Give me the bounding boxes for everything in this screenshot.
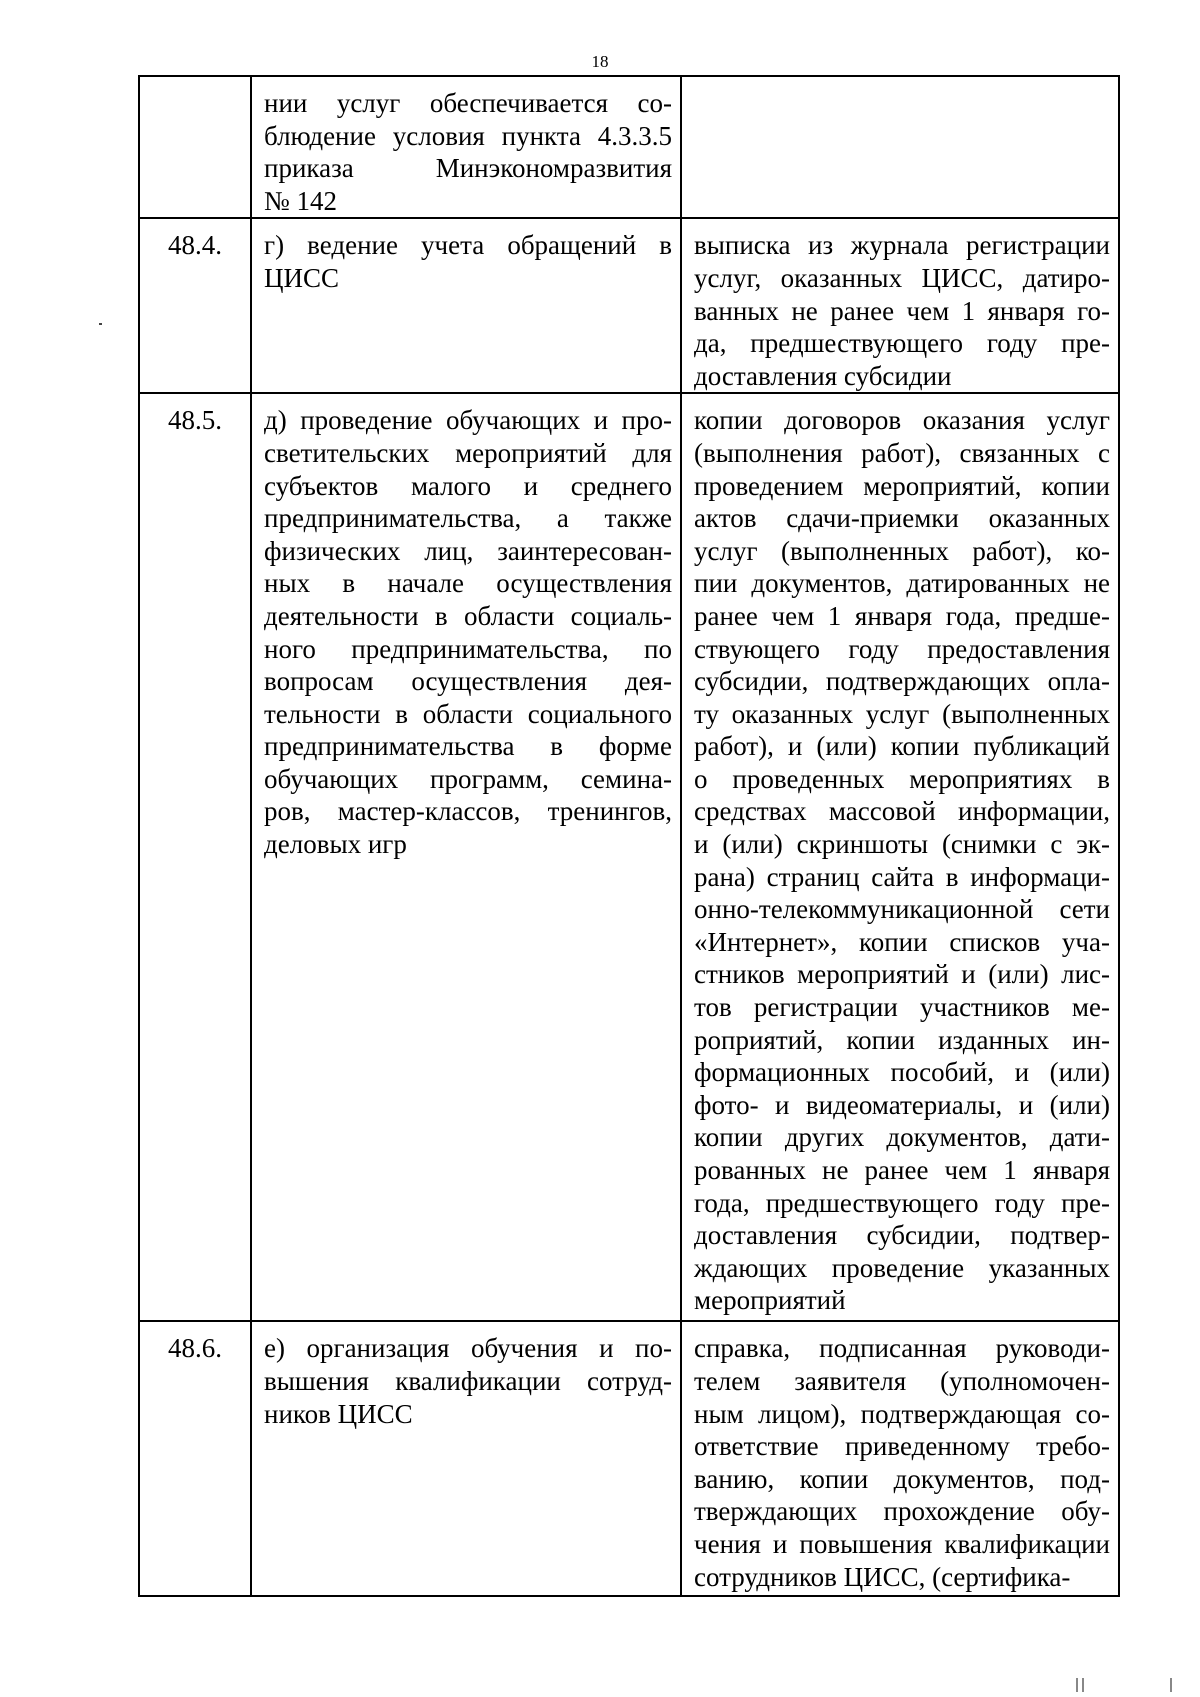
text-line: предпринимательства, а также — [264, 503, 672, 534]
requirements-table — [138, 75, 1120, 1597]
text-line: тельности в области социального — [264, 698, 672, 729]
text-line: стников мероприятий и (или) лис- — [694, 959, 1110, 990]
requirement-cell — [251, 218, 681, 393]
text-line: г) ведение учета обращений в — [264, 230, 672, 261]
text-line: фото- и видеоматериалы, и (или) — [694, 1089, 1110, 1120]
text-line: блюдение условия пункта 4.3.3.5 — [264, 120, 672, 151]
table-row — [139, 1321, 1119, 1596]
text-line: ствующего году предоставления — [694, 633, 1110, 664]
row-number-cell: 48.5. — [139, 393, 251, 1321]
text-line: е) организация обучения и по- — [264, 1333, 672, 1364]
text-line: мероприятий — [694, 1285, 846, 1316]
text-line: доставления субсидии — [694, 360, 952, 391]
scan-edge-mark — [1170, 1678, 1172, 1692]
text-line: ЦИСС — [264, 262, 340, 293]
text-line: ванных не ранее чем 1 января го- — [694, 295, 1110, 326]
scan-speck — [99, 323, 102, 325]
text-line: формационных пособий, и (или) — [694, 1057, 1110, 1088]
text-line: проведением мероприятий, копии — [694, 470, 1110, 501]
text-line: ных в начале осуществления — [264, 568, 672, 599]
text-line: приказа Минэкономразвития — [264, 153, 672, 184]
text-line: рованных не ранее чем 1 января — [694, 1155, 1110, 1185]
text-line: услуг (выполненных работ), ко- — [694, 535, 1110, 566]
text-line: субсидии, подтверждающих опла- — [694, 666, 1110, 697]
requirement-cell — [251, 393, 681, 1321]
text-line: деловых игр — [264, 829, 407, 860]
text-line: ников ЦИСС — [264, 1398, 413, 1429]
scan-edge-mark — [1082, 1678, 1084, 1692]
text-line: копии других документов, дати- — [694, 1122, 1110, 1153]
text-line: тов регистрации участников ме- — [694, 992, 1110, 1023]
text-line: телем заявителя (уполномочен- — [694, 1365, 1110, 1396]
table-row — [139, 218, 1119, 393]
text-line: да, предшествующего году пре- — [694, 328, 1110, 359]
text-line: № 142 — [264, 185, 338, 216]
text-line: ранее чем 1 января года, предше- — [694, 600, 1110, 631]
documents-cell — [681, 393, 1119, 1321]
text-line: сотрудников ЦИСС, (сертифика- — [694, 1561, 1071, 1592]
documents-cell — [681, 1321, 1119, 1596]
text-line: онно-телекоммуникационной сети — [694, 894, 1110, 925]
text-line: ответствие приведенному требо- — [694, 1431, 1110, 1462]
text-line: субъектов малого и среднего — [264, 470, 672, 501]
text-line: чения и повышения квалификации — [694, 1528, 1110, 1559]
row-number-cell: 48.6. — [139, 1321, 251, 1596]
row-number-cell: 48.4. — [139, 218, 251, 393]
requirement-cell — [251, 76, 681, 218]
text-line: средствах массовой информации, — [694, 796, 1110, 827]
documents-cell — [681, 218, 1119, 393]
text-line: обучающих программ, семина- — [264, 763, 672, 794]
text-line: ного предпринимательства, по — [264, 633, 672, 664]
text-line: о проведенных мероприятиях в — [694, 763, 1110, 794]
text-line: работ), и (или) копии публикаций — [694, 731, 1110, 762]
text-line: вопросам осуществления дея- — [264, 666, 672, 697]
text-line: услуг, оказанных ЦИСС, датиро- — [694, 262, 1110, 293]
text-line: (выполнения работ), связанных с — [694, 437, 1110, 468]
scan-edge-mark — [1076, 1678, 1078, 1692]
text-line: справка, подписанная руководи- — [694, 1333, 1110, 1364]
text-line: ждающих проведение указанных — [694, 1252, 1110, 1283]
table-row — [139, 393, 1119, 1321]
text-line: ров, мастер-классов, тренингов, — [264, 796, 672, 827]
requirement-cell — [251, 1321, 681, 1596]
text-line: рана) страниц сайта в информаци- — [694, 861, 1110, 892]
row-number-cell — [139, 76, 251, 218]
text-line: выписка из журнала регистрации — [694, 230, 1110, 261]
text-line: нии услуг обеспечивается со- — [264, 88, 672, 118]
page-number: 18 — [591, 52, 609, 71]
text-line: роприятий, копии изданных ин- — [694, 1024, 1110, 1055]
documents-cell — [681, 76, 1119, 218]
text-line: «Интернет», копии списков уча- — [694, 926, 1110, 957]
text-line: года, предшествующего году пре- — [694, 1187, 1110, 1218]
text-line: актов сдачи-приемки оказанных — [694, 503, 1110, 534]
text-line: ванию, копии документов, под- — [694, 1463, 1110, 1494]
text-line: ным лицом), подтверждающая со- — [694, 1398, 1110, 1429]
text-line: и (или) скриншоты (снимки с эк- — [694, 829, 1110, 860]
text-line: деятельности в области социаль- — [264, 600, 672, 631]
text-line: тверждающих прохождение обу- — [694, 1496, 1110, 1527]
text-line: физических лиц, заинтересован- — [264, 535, 672, 566]
text-line: пии документов, датированных не — [694, 568, 1110, 599]
text-line: доставления субсидии, подтвер- — [694, 1220, 1110, 1251]
text-line: предпринимательства в форме — [264, 731, 672, 762]
text-line: светительских мероприятий для — [264, 437, 672, 468]
text-line: ту оказанных услуг (выполненных — [694, 698, 1110, 729]
table-row — [139, 76, 1119, 218]
text-line: копии договоров оказания услуг — [694, 405, 1110, 436]
text-line: вышения квалификации сотруд- — [264, 1365, 672, 1396]
text-line: д) проведение обучающих и про- — [264, 405, 672, 436]
